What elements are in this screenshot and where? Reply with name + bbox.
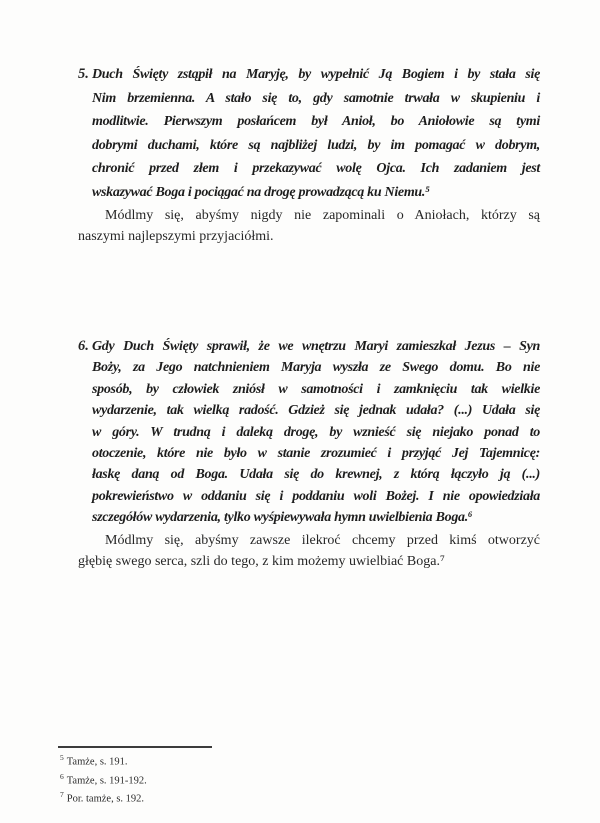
footnote-7 <box>58 788 358 807</box>
footnote-text: Tamże, s. 191-192. <box>66 775 147 787</box>
numbered-item-5 <box>78 63 540 247</box>
text-line: Boży, za Jego natchnieniem Maryja wyszła ze Swego domu. Bo nie <box>92 360 540 376</box>
footnote-marker: 6 <box>60 771 64 781</box>
text-line: naszymi najlepszymi przyjaciółmi. <box>78 229 274 245</box>
footnote-text: Tamże, s. 191. <box>66 756 128 768</box>
text-line: w góry. W trudną i daleką drogę, by wznieść się niejako ponad to <box>92 424 540 440</box>
text-line: Duch Święty zstąpił na Maryję, by wypełnić Ją Bogiem i by stała się <box>92 67 540 82</box>
text-line: wydarzenie, tak wielką radość. Gdzież się jednak udała? (...) Udała się <box>92 403 540 419</box>
footnote-5 <box>58 751 358 770</box>
footnote-6 <box>58 770 358 789</box>
quote-text <box>92 63 540 204</box>
text-line: sposób, by człowiek zniósł w samotności i zamknięciu tak wielkie <box>92 381 540 397</box>
text-line: Módlmy się, abyśmy zawsze ilekroć chcemy przed kimś otworzyć <box>105 532 540 548</box>
text-line: pokrewieństwo w oddaniu się i poddaniu woli Bożej. I nie opowiedziała <box>92 488 540 504</box>
text-line: łaskę daną od Boga. Udała się do krewnej, z którą łączyło ją (...) <box>92 467 540 483</box>
quote-block <box>78 63 540 204</box>
text-line: Módlmy się, abyśmy nigdy nie zapominali o Aniołach, którzy są <box>105 208 540 223</box>
prayer-paragraph <box>78 530 540 572</box>
footnote-separator-rule <box>58 746 212 748</box>
footnote-marker: 5 <box>60 753 64 762</box>
text-line: dobrymi duchami, które są najbliżej ludzi, by im pomagać w dobrym, <box>92 137 540 153</box>
footnotes-block <box>58 751 358 807</box>
item-number: 5. <box>78 66 89 82</box>
text-line: głębię swego serca, szli do tego, z kim możemy uwielbiać Boga.⁷ <box>78 553 445 569</box>
text-line: otoczenie, które nie było w stanie zrozumieć i przyjąć Jej Tajemnicę: <box>92 446 540 462</box>
text-line: Gdy Duch Święty sprawił, że we wnętrzu Maryi zamieszkał Jezus – Syn <box>92 339 540 354</box>
text-line: wskazywać Boga i pociągać na drogę prowadzącą ku Niemu.⁵ <box>92 184 430 200</box>
item-number: 6. <box>78 338 89 354</box>
footnote-marker: 7 <box>60 790 64 800</box>
prayer-paragraph <box>78 205 540 247</box>
numbered-item-6 <box>78 336 540 572</box>
text-line: szczegółów wydarzenia, tylko wyśpiewywała hymn uwielbienia Boga.⁶ <box>92 510 473 526</box>
text-line: chronić przed złem i przekazywać wolę Ojca. Ich zadaniem jest <box>92 161 540 176</box>
quote-text <box>92 336 540 529</box>
quote-block <box>78 336 540 529</box>
footnote-text: Por. tamże, s. 192. <box>66 793 145 805</box>
text-line: modlitwie. Pierwszym posłańcem był Anioł, bo Aniołowie są tymi <box>92 114 540 129</box>
text-line: Nim brzemienna. A stało się to, gdy samotnie trwała w skupieniu i <box>92 90 540 106</box>
